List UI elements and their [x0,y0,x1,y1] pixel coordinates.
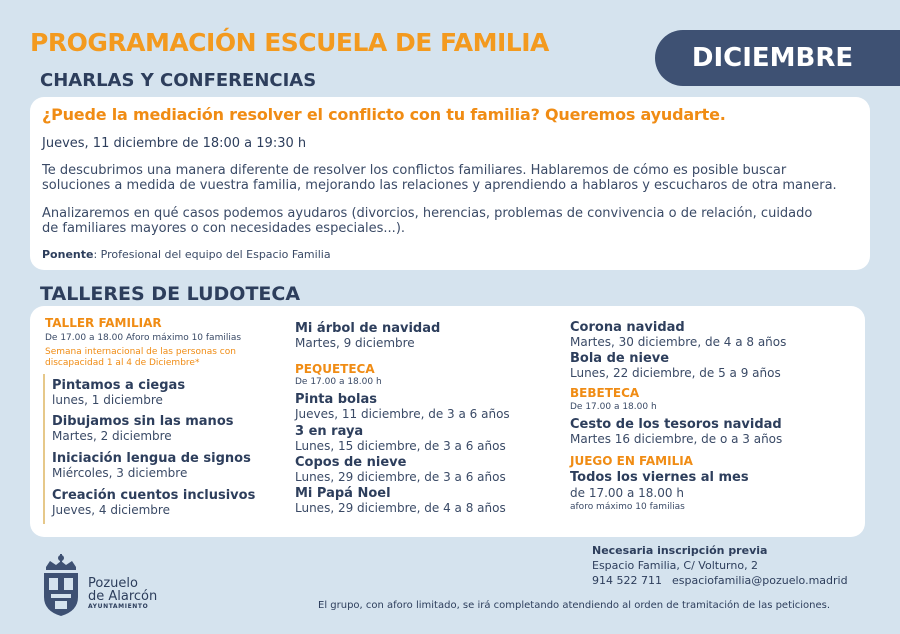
inscription-contact [592,573,848,588]
pequeteca-item-title: 3 en raya [295,424,364,439]
col3-item [570,320,786,349]
logo-line-3: AYUNTAMIENTO [88,603,149,610]
logo-line-1: Pozuelo [88,576,138,591]
talk-card [30,97,870,270]
family-item-date: Jueves, 4 diciembre [52,503,170,517]
item-date: Martes, 30 diciembre, de 4 a 8 años [570,335,787,349]
family-game-schedule: de 17.00 a 18.00 h [570,486,684,500]
pequeteca-item-date: Lunes, 29 diciembre, de 3 a 6 años [295,470,506,484]
family-game-capacity: aforo máximo 10 familias [570,502,685,512]
family-workshop-title: TALLER FAMILIAR [45,316,162,330]
family-game-frequency: Todos los viernes al mes [570,470,749,485]
family-game-title: JUEGO EN FAMILIA [570,454,693,468]
pequeteca-item-title: Copos de nieve [295,455,407,470]
family-item-title: Pintamos a ciegas [52,378,186,393]
family-workshop-schedule: De 17.00 a 18.00 Aforo máximo 10 familias [45,333,242,343]
family-item [52,451,251,480]
pequeteca-schedule: De 17.00 a 18.00 h [295,377,382,387]
logo-line-2: de Alarcón [88,589,158,604]
pequeteca-item [295,486,506,515]
talk-paragraph-2-line-1: Analizaremos en qué casos podemos ayudaros (divorcios, herencias, problemas de convivencia o de relación, cuidado [42,206,813,221]
family-item [52,414,234,443]
talk-paragraph-2-line-2: de familiares mayores o con necesidades especiales...). [42,221,406,236]
pozuelo-coat-of-arms-logo [40,553,82,617]
pequeteca-item [295,424,506,453]
pequeteca-item-date: Lunes, 15 diciembre, de 3 a 6 años [295,439,506,453]
talk-datetime: Jueves, 11 diciembre de 18:00 a 19:30 h [42,136,307,151]
family-workshop-note [45,347,236,369]
item-title: Bola de nieve [570,351,670,366]
bebeteca-item-date: Martes 16 diciembre, de o a 3 años [570,432,783,446]
item-title: Corona navidad [570,320,685,335]
bebeteca-item-title: Cesto de los tesoros navidad [570,417,782,432]
family-item [52,488,255,517]
col3-item [570,351,781,380]
page-title: PROGRAMACIÓN ESCUELA DE FAMILIA [30,28,549,57]
pequeteca-item [295,455,506,484]
month-badge: DICIEMBRE [655,30,900,86]
item-date: Lunes, 22 diciembre, de 5 a 9 años [570,366,781,380]
pequeteca-item-date: Jueves, 11 diciembre, de 3 a 6 años [295,407,510,421]
inscription-address: Espacio Familia, C/ Volturno, 2 [592,559,759,572]
logo-text [88,577,157,610]
talk-paragraph-1 [42,163,858,193]
family-item [52,378,185,407]
talk-paragraph-1-line-2: soluciones a medida de vuestra familia, mejorando las relaciones y aprendiendo a hablaros y escucharos de otra manera. [42,178,837,193]
family-item-date: Martes, 2 diciembre [52,429,172,443]
inscription-email: espaciofamilia@pozuelo.madrid [671,574,848,587]
inscription-info [592,543,848,588]
inscription-phone: 914 522 711 [592,574,662,587]
section-title-workshops: TALLERES DE LUDOTECA [40,283,301,305]
section-title-talks: CHARLAS Y CONFERENCIAS [40,70,317,91]
family-item-date: Miércoles, 3 diciembre [52,466,188,480]
pequeteca-item-title: Mi Papá Noel [295,486,391,501]
bebeteca-item [570,417,782,446]
pequeteca-item-title: Pinta bolas [295,392,377,407]
family-note-line-1: Semana internacional de las personas con [45,347,236,357]
inscription-title: Necesaria inscripción previa [592,544,768,557]
family-item-title: Iniciación lengua de signos [52,451,251,466]
talk-paragraph-1-line-1: Te descubrimos una manera diferente de resolver los conflictos familiares. Hablaremos de cómo es posible buscar [42,163,787,178]
speaker-label: Ponente [42,248,94,261]
bebeteca-schedule: De 17.00 a 18.00 h [570,402,657,412]
talk-speaker [42,248,858,261]
family-item-title: Creación cuentos inclusivos [52,488,256,503]
family-note-line-2: discapacidad 1 al 4 de Diciembre* [45,358,200,368]
family-item-title: Dibujamos sin las manos [52,414,234,429]
col2-first-item [295,321,440,350]
item-date: Martes, 9 diciembre [295,336,415,350]
family-divider-line [43,374,45,524]
workshops-card [30,306,865,537]
item-title: Mi árbol de navidad [295,321,441,336]
talk-question: ¿Puede la mediación resolver el conflicto con tu familia? Queremos ayudarte. [42,105,726,124]
pequeteca-item-date: Lunes, 29 diciembre, de 4 a 8 años [295,501,506,515]
talk-paragraph-2 [42,206,858,236]
pequeteca-title: PEQUETECA [295,362,375,376]
footer-note: El grupo, con aforo limitado, se irá completando atendiendo al orden de tramitación de las peticiones. [318,600,831,611]
speaker-value: : Profesional del equipo del Espacio Familia [93,248,331,261]
bebeteca-title: BEBETECA [570,386,640,400]
family-item-date: lunes, 1 diciembre [52,393,163,407]
pequeteca-item [295,392,510,421]
